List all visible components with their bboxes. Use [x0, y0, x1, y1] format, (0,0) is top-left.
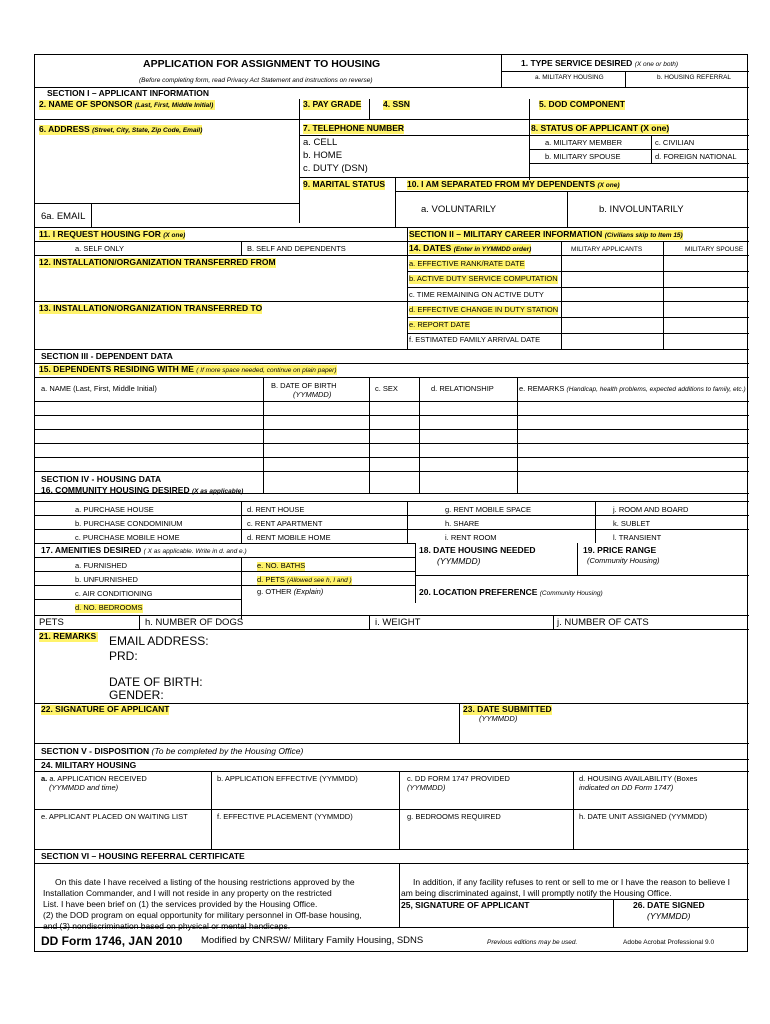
- time-remaining-label: c. TIME REMAINING ON ACTIVE DUTY: [409, 290, 544, 299]
- request-housing-label: 11. I REQUEST HOUSING FOR (X one): [39, 229, 186, 239]
- certificate-right-line-2: am being discriminated against, I will promptly notify the Housing Office.: [401, 888, 672, 898]
- remarks-line-gender[interactable]: GENDER:: [109, 688, 164, 702]
- email-label: 6a. EMAIL: [41, 211, 86, 222]
- housing-referral-checkbox[interactable]: b. HOUSING REFERRAL: [657, 74, 732, 81]
- housing-availability-hint: indicated on DD Form 1747): [579, 783, 674, 792]
- type-service-label: 1. TYPE SERVICE DESIRED (X one or both): [521, 58, 679, 68]
- military-housing-checkbox[interactable]: a. MILITARY HOUSING: [535, 74, 604, 81]
- military-member-checkbox[interactable]: a. MILITARY MEMBER: [545, 138, 623, 147]
- room-and-board-checkbox[interactable]: j. ROOM AND BOARD: [613, 505, 689, 514]
- date-housing-needed-label: 18. DATE HOUSING NEEDED: [419, 545, 536, 555]
- military-spouse-checkbox[interactable]: b. MILITARY SPOUSE: [545, 152, 621, 161]
- dependent-dob-hint: (YYMMDD): [293, 390, 332, 399]
- involuntarily-checkbox[interactable]: b. INVOLUNTARILY: [599, 204, 684, 215]
- foreign-national-checkbox[interactable]: d. FOREIGN NATIONAL: [655, 152, 737, 161]
- rent-apartment-checkbox[interactable]: c. RENT APARTMENT: [247, 519, 323, 528]
- phone-cell-field[interactable]: a. CELL: [303, 137, 338, 148]
- address-label: 6. ADDRESS (Street, City, State, Zip Code, Email): [39, 124, 203, 134]
- community-housing-label: 16. COMMUNITY HOUSING DESIRED (X as applicable): [41, 485, 244, 495]
- section-4-heading: SECTION IV - HOUSING DATA: [41, 474, 162, 484]
- bedrooms-required-label: g. BEDROOMS REQUIRED: [407, 812, 501, 821]
- unfurnished-checkbox[interactable]: b. UNFURNISHED: [75, 575, 138, 584]
- purchase-house-checkbox[interactable]: a. PURCHASE HOUSE: [75, 505, 154, 514]
- remarks-line-prd[interactable]: PRD:: [109, 649, 138, 663]
- certificate-right-line-1: In addition, if any facility refuses to rent or sell to me or I have the reason to believe I: [413, 877, 731, 887]
- application-received-hint: (YYMMDD and time): [49, 783, 119, 792]
- other-amenities-field: g. OTHER (Explain): [257, 587, 324, 596]
- housing-availability-label: d. HOUSING AVAILABILITY (Boxes: [579, 774, 698, 783]
- remarks-line-dob[interactable]: DATE OF BIRTH:: [109, 675, 203, 689]
- certificate-text-line-5: and (3) nondiscrimination based on physical or mental handicaps.: [43, 921, 291, 931]
- transferred-to-label: 13. INSTALLATION/ORGANIZATION TRANSFERRED TO: [39, 303, 263, 313]
- separated-label: 10. I AM SEPARATED FROM MY DEPENDENTS (X one): [407, 179, 620, 189]
- footer-form-number: DD Form 1746, JAN 2010: [41, 934, 183, 948]
- phone-home-field[interactable]: b. HOME: [303, 150, 343, 161]
- effective-placement-label: f. EFFECTIVE PLACEMENT (YYMMDD): [217, 812, 353, 821]
- signature-25-label: 25, SIGNATURE OF APPLICANT: [401, 900, 530, 910]
- effective-change-duty-label: d. EFFECTIVE CHANGE IN DUTY STATION: [409, 305, 559, 314]
- application-received-label: a. a. APPLICATION RECEIVED: [41, 774, 147, 783]
- phone-duty-field[interactable]: c. DUTY (DSN): [303, 163, 368, 174]
- section-1-heading: SECTION I – APPLICANT INFORMATION: [47, 88, 209, 98]
- transient-checkbox[interactable]: l. TRANSIENT: [613, 533, 662, 542]
- dod-component-label: 5. DOD COMPONENT: [539, 99, 625, 109]
- form-subtitle: (Before completing form, read Privacy Act Statement and instructions on reverse): [139, 77, 373, 84]
- number-of-cats-field[interactable]: j. NUMBER OF CATS: [557, 617, 649, 628]
- dependent-sex-header: c. SEX: [375, 384, 398, 393]
- signature-applicant-label: 22. SIGNATURE OF APPLICANT: [41, 704, 170, 714]
- share-checkbox[interactable]: h. SHARE: [445, 519, 480, 528]
- form-title: APPLICATION FOR ASSIGNMENT TO HOUSING: [143, 58, 381, 70]
- no-baths-field[interactable]: e. NO. BATHS: [257, 561, 306, 570]
- certificate-text-line-1: On this date I have received a listing of the housing restrictions approved by the: [55, 877, 355, 887]
- self-and-dependents-checkbox[interactable]: B. SELF AND DEPENDENTS: [247, 244, 346, 253]
- certificate-text-line-3: List. I have been brief on (1) the services provided by the Housing Office.: [43, 899, 318, 909]
- rent-mobile-space-checkbox[interactable]: g. RENT MOBILE SPACE: [445, 505, 531, 514]
- location-preference-label: 20. LOCATION PREFERENCE (Community Housing): [419, 587, 603, 597]
- dependent-remarks-header: e. REMARKS (Handicap, health problems, expected additions to family, etc.): [519, 384, 746, 393]
- dependents-table-rows[interactable]: [35, 401, 749, 471]
- certificate-text-line-4: (2) the DOD program on equal opportunity for military personnel in Off-base housing,: [43, 910, 362, 920]
- date-submitted-hint: (YYMMDD): [479, 714, 518, 723]
- furnished-checkbox[interactable]: a. FURNISHED: [75, 561, 128, 570]
- pets-field: d. PETS (Allowed see h, I and ): [257, 575, 352, 584]
- form-1747-hint: (YYMMDD): [407, 783, 446, 792]
- section-2-heading: SECTION II – MILITARY CAREER INFORMATION (Civilians skip to Item 15): [409, 229, 683, 239]
- signature-applicant-field[interactable]: [39, 717, 455, 737]
- report-date-label: e. REPORT DATE: [409, 320, 470, 329]
- waiting-list-label: e. APPLICANT PLACED ON WAITING LIST: [41, 812, 188, 821]
- active-duty-computation-label: b. ACTIVE DUTY SERVICE COMPUTATION: [409, 274, 558, 283]
- sublet-checkbox[interactable]: k. SUBLET: [613, 519, 651, 528]
- rent-house-checkbox[interactable]: d. RENT HOUSE: [247, 505, 305, 514]
- ssn-label: 4. SSN: [383, 99, 410, 109]
- remarks-line-email[interactable]: EMAIL ADDRESS:: [109, 634, 209, 648]
- amenities-label: 17. AMENITIES DESIRED ( X as applicable. Write in d. and e.): [41, 545, 247, 555]
- rent-mobile-home-checkbox[interactable]: d. RENT MOBILE HOME: [247, 533, 331, 542]
- civilian-checkbox[interactable]: c. CIVILIAN: [655, 138, 695, 147]
- self-only-checkbox[interactable]: a. SELF ONLY: [75, 244, 125, 253]
- remarks-label: 21. REMARKS: [39, 631, 97, 641]
- telephone-label: 7. TELEPHONE NUMBER: [303, 123, 405, 133]
- purchase-condo-checkbox[interactable]: b. PURCHASE CONDOMINIUM: [75, 519, 183, 528]
- military-applicants-column: MILITARY APPLICANTS: [571, 246, 643, 253]
- price-range-label: 19. PRICE RANGE: [583, 545, 657, 555]
- military-spouse-column: MILITARY SPOUSE: [685, 246, 744, 253]
- pets-label: PETS: [39, 617, 64, 628]
- weight-field[interactable]: i. WEIGHT: [375, 617, 421, 628]
- marital-status-label: 9. MARITAL STATUS: [303, 179, 386, 189]
- applicant-status-label: 8. STATUS OF APPLICANT (X one): [531, 123, 670, 133]
- footer-modified: Modified by CNRSW/ Military Family Housing, SDNS: [201, 935, 424, 946]
- dependent-relationship-header: d. RELATIONSHIP: [431, 384, 494, 393]
- certificate-text-line-2: Installation Commander, and I will not reside in any property on the restricted: [43, 888, 332, 898]
- purchase-mobile-home-checkbox[interactable]: c. PURCHASE MOBILE HOME: [75, 533, 180, 542]
- section-3-heading: SECTION III - DEPENDENT DATA: [41, 351, 173, 361]
- air-conditioning-checkbox[interactable]: c. AIR CONDITIONING: [75, 589, 153, 598]
- sponsor-name-label: 2. NAME OF SPONSOR (Last, First, Middle Initial): [39, 99, 214, 109]
- transferred-from-label: 12. INSTALLATION/ORGANIZATION TRANSFERRED FROM: [39, 257, 276, 267]
- footer-previous-editions: Previous editions may be used.: [487, 939, 578, 946]
- dates-label: 14. DATES (Enter in YYMMDD order): [409, 243, 532, 253]
- no-bedrooms-field[interactable]: d. NO. BEDROOMS: [75, 603, 143, 612]
- date-submitted-label: 23. DATE SUBMITTED: [463, 704, 552, 714]
- date-unit-assigned-label: h. DATE UNIT ASSIGNED (YYMMDD): [579, 812, 708, 821]
- email-field[interactable]: [93, 205, 293, 225]
- date-signed-hint: (YYMMDD): [647, 911, 691, 921]
- date-signed-label: 26. DATE SIGNED: [633, 900, 705, 910]
- application-effective-label: b. APPLICATION EFFECTIVE (YYMMDD): [217, 774, 358, 783]
- rent-room-checkbox[interactable]: i. RENT ROOM: [445, 533, 497, 542]
- military-housing-heading: 24. MILITARY HOUSING: [41, 760, 137, 770]
- section-5-heading: SECTION V - DISPOSITION (To be completed by the Housing Office): [41, 746, 304, 756]
- footer-acrobat: Adobe Acrobat Professional 9.0: [623, 939, 715, 946]
- voluntarily-checkbox[interactable]: a. VOLUNTARILY: [421, 204, 497, 215]
- form-1747-label: c. DD FORM 1747 PROVIDED: [407, 774, 510, 783]
- price-range-hint: (Community Housing): [587, 556, 660, 565]
- dependent-name-header: a. NAME (Last, First, Middle Initial): [41, 384, 157, 393]
- effective-rank-date-label: a. EFFECTIVE RANK/RATE DATE: [409, 259, 525, 268]
- dependents-label: 15. DEPENDENTS RESIDING WITH ME ( If more space needed, continue on plain paper): [39, 364, 337, 374]
- pay-grade-label: 3. PAY GRADE: [303, 99, 362, 109]
- dependent-dob-header: B. DATE OF BIRTH: [271, 381, 337, 390]
- signature-25-field[interactable]: [401, 913, 611, 925]
- number-of-dogs-field[interactable]: h. NUMBER OF DOGS: [145, 617, 244, 628]
- family-arrival-label: f. ESTIMATED FAMILY ARRIVAL DATE: [409, 335, 541, 344]
- housing-application-form: [34, 54, 748, 952]
- section-6-heading: SECTION VI – HOUSING REFERRAL CERTIFICATE: [41, 851, 245, 861]
- date-housing-needed-hint: (YYMMDD): [437, 556, 481, 566]
